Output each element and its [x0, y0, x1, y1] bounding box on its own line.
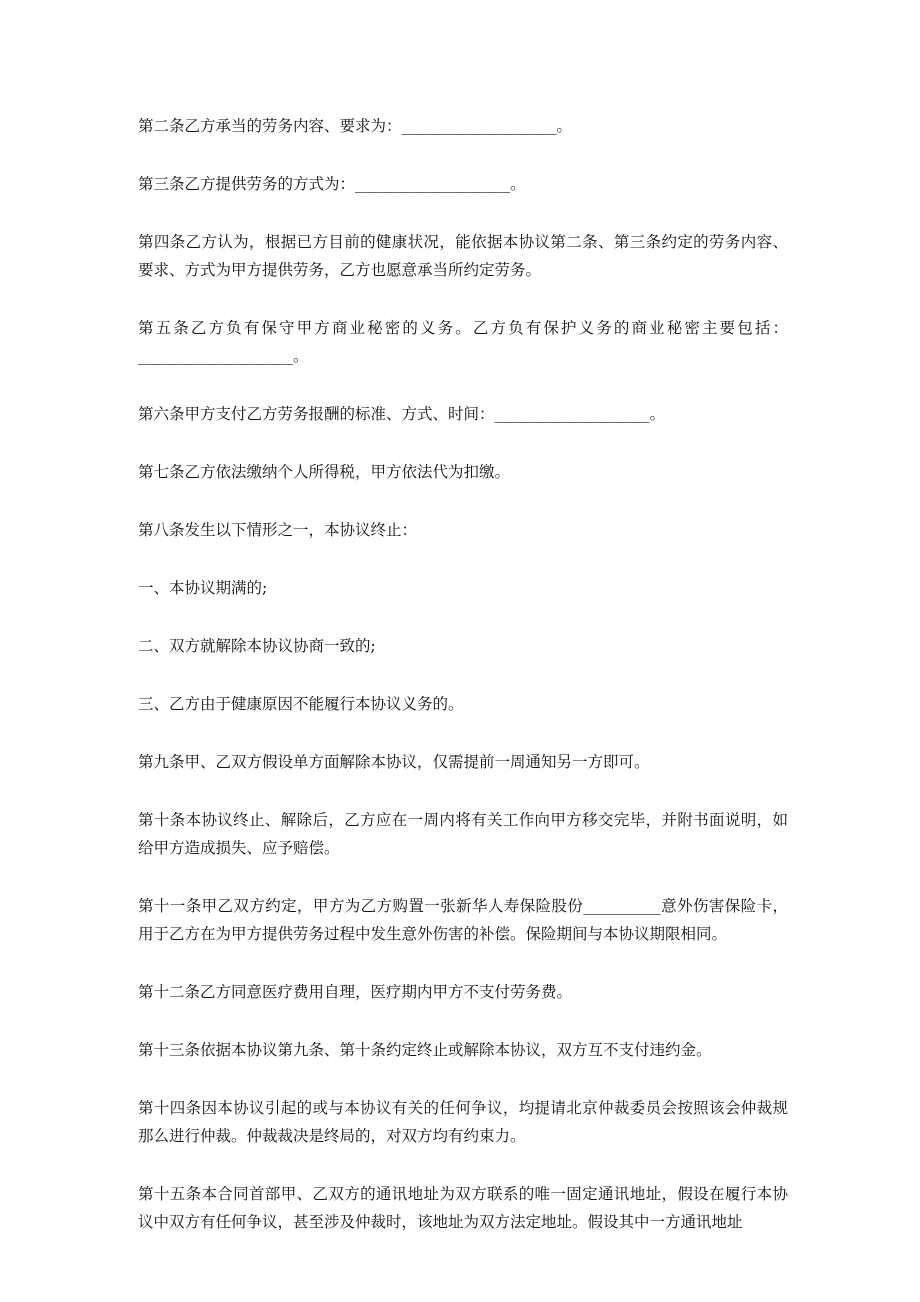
document-body — [138, 112, 788, 1266]
clause-14: 第十四条因本协议引起的或与本协议有关的任何争议，均提请北京仲裁委员会按照该会仲裁规那么进行仲裁。仲裁裁决是终局的，对双方均有约束力。 — [138, 1099, 788, 1145]
clause-8: 第八条发生以下情形之一，本协议终止： — [138, 521, 418, 539]
clause-8-item-2: 二、双方就解除本协议协商一致的; — [138, 637, 376, 655]
clause-10: 第十条本协议终止、解除后，乙方应在一周内将有关工作向甲方移交完毕，并附书面说明，如给甲方造成损失、应予赔偿。 — [138, 811, 788, 857]
clause-13: 第十三条依据本协议第九条、第十条约定终止或解除本协议，双方互不支付违约金。 — [138, 1041, 712, 1059]
clause-8-item-1: 一、本协议期满的; — [138, 579, 268, 597]
clause-15: 第十五条本合同首部甲、乙双方的通讯地址为双方联系的唯一固定通讯地址，假设在履行本协议中双方有任何争议，甚至涉及仲裁时，该地址为双方法定地址。假设其中一方通讯地址 — [138, 1185, 788, 1231]
clause-3: 第三条乙方提供劳务的方式为：____________________。 — [138, 175, 526, 193]
clause-12: 第十二条乙方同意医疗费用自理，医疗期内甲方不支付劳务费。 — [138, 983, 573, 1001]
clause-4: 第四条乙方认为，根据已方目前的健康状况，能依据本协议第二条、第三条约定的劳务内容、要求、方式为甲方提供劳务，乙方也愿意承当所约定劳务。 — [138, 233, 788, 279]
clause-7: 第七条乙方依法缴纳个人所得税，甲方依法代为扣缴。 — [138, 463, 511, 481]
clause-8-item-3: 三、乙方由于健康原因不能履行本协议义务的。 — [138, 695, 464, 713]
clause-2: 第二条乙方承当的劳务内容、要求为：____________________。 — [138, 117, 573, 135]
clause-11: 第十一条甲乙双方约定，甲方为乙方购置一张新华人寿保险股份__________意外伤害保险卡，用于乙方在为甲方提供劳务过程中发生意外伤害的补偿。保险期间与本协议期限相同。 — [138, 897, 788, 943]
clause-5: 第五条乙方负有保守甲方商业秘密的义务。乙方负有保护义务的商业秘密主要包括：____________________。 — [138, 319, 788, 365]
clause-6: 第六条甲方支付乙方劳务报酬的标准、方式、时间：____________________。 — [138, 405, 666, 423]
clause-9: 第九条甲、乙双方假设单方面解除本协议，仅需提前一周通知另一方即可。 — [138, 753, 650, 771]
